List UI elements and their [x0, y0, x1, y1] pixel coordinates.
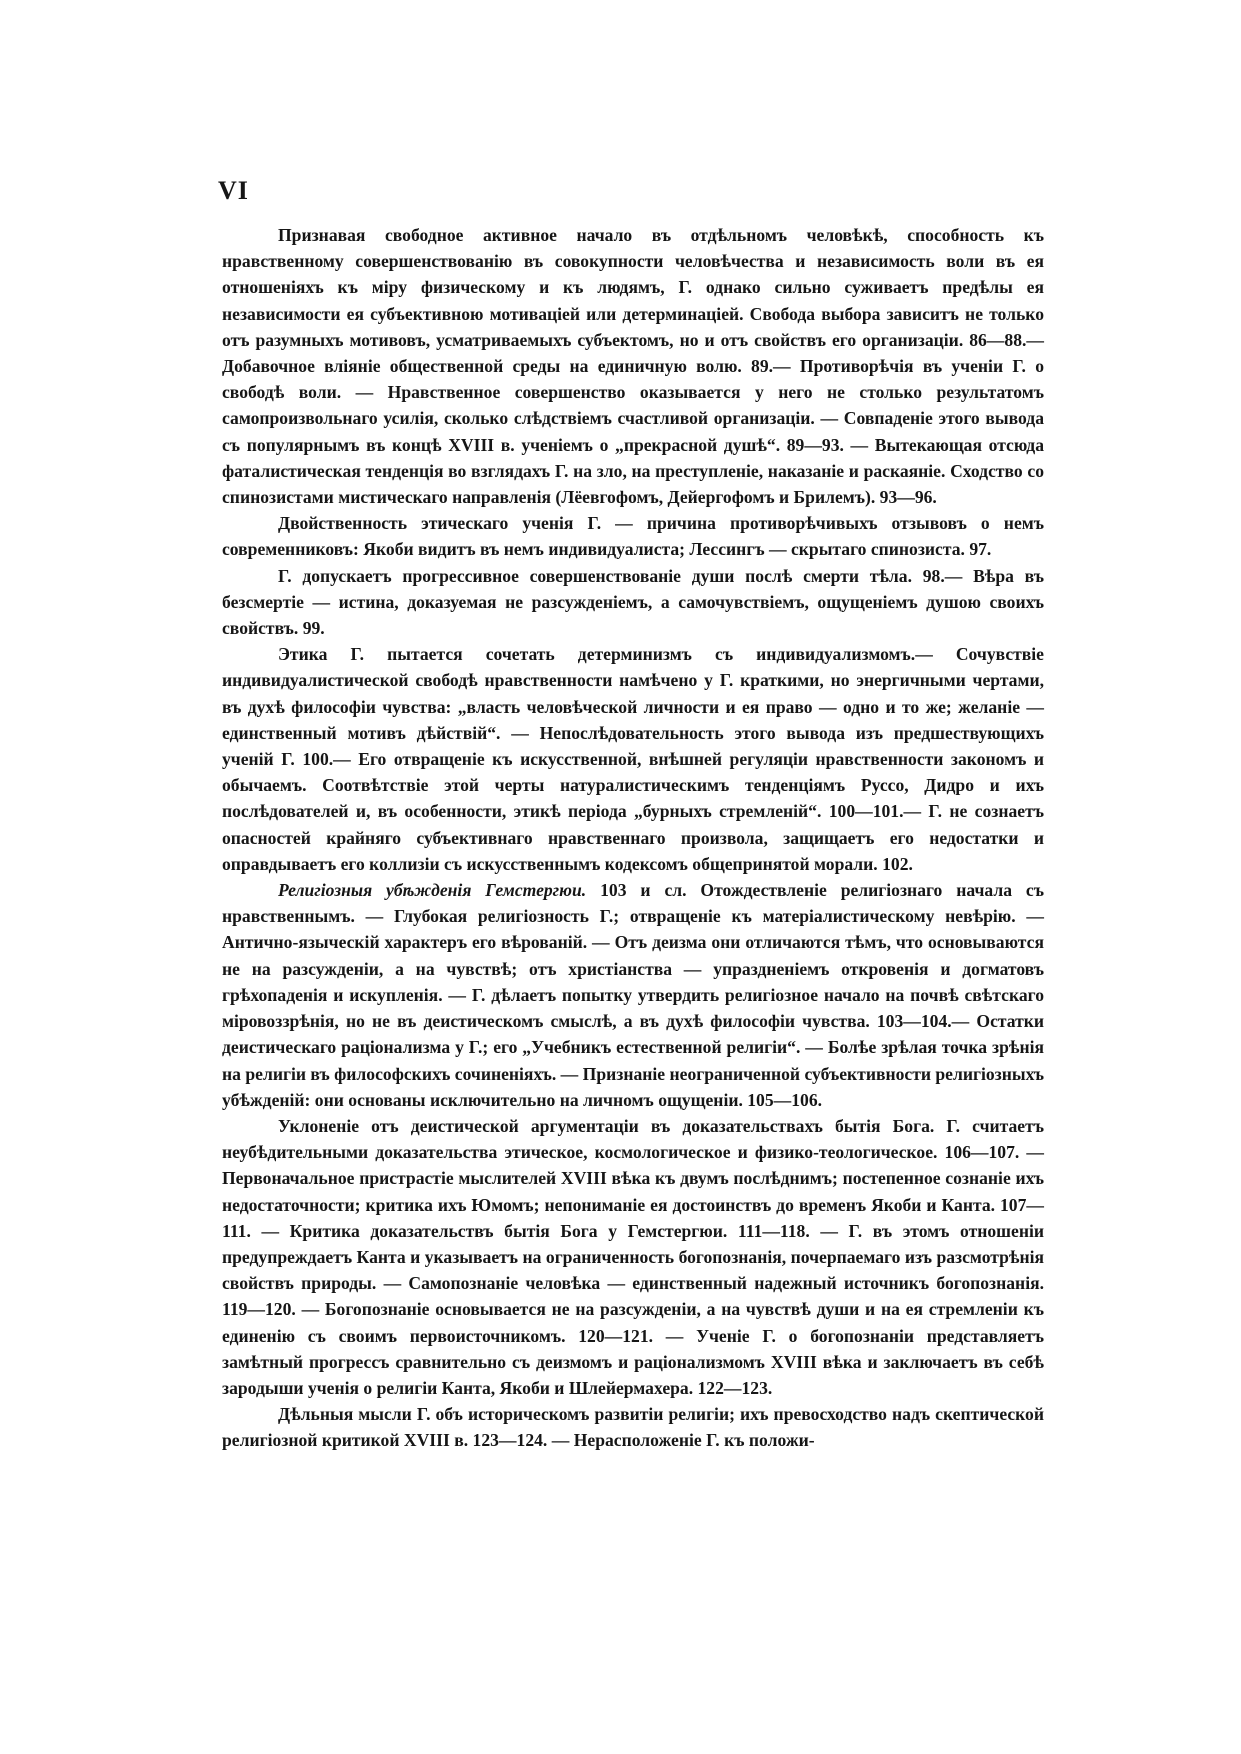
paragraph-proofs-of-god: Уклоненіе отъ деистической аргументаціи въ доказательствахъ бытія Бога. Г. считаетъ неубѣдительными доказательства этическое, космологическое и физико-теологическое. 106—107. — Первоначальное пристрастіе мыслителей XVIII вѣка къ двумъ послѣднимъ; постепенное сознаніе ихъ недостаточности; критика ихъ Юмомъ; непониманіе ея достоинствъ до временъ Якоби и Канта. 107—111. — Критика доказательствъ бытія Бога у Гемстергюи. 111—118. — Г. въ этомъ отношеніи предупреждаетъ Канта и указываетъ на ограниченность богопознанія, почерпаемаго изъ разсмотрѣнія свойствъ природы. — Самопознаніе человѣка — единственный надежный источникъ богопознанія. 119—120. — Богопознаніе основывается не на разсужденіи, а на чувствѣ души и на ея стремленіи къ единенію съ своимъ первоисточникомъ. 120—121. — Ученіе Г. о богопознаніи представляетъ замѣтный прогрессъ сравнительно съ деизмомъ и раціонализмомъ XVIII вѣка и заключаетъ въ себѣ зародыши ученія о религіи Канта, Якоби и Шлейермахера. 122—123. [222, 1115, 1044, 1398]
paragraph-religious-convictions [222, 877, 1044, 1113]
section-heading-italic: Религіозныя убѣжденія Гемстергюи. [278, 880, 587, 901]
page-number: VI [218, 176, 249, 205]
page-body [222, 222, 1044, 1454]
paragraph-ethics-individualism: Этика Г. пытается сочетать детерминизмъ съ индивидуализмомъ.— Сочувствіе индивидуалистической свободѣ нравственности намѣчено у Г. краткими, но энергичными чертами, въ духѣ философіи чувства: „власть человѣческой личности и ея право — одно и то же; желаніе — единственный мотивъ дѣйствій“. — Непослѣдовательность этого вывода изъ предшествующихъ ученій Г. 100.— Его отвращеніе къ искусственной, внѣшней регуляціи нравственности закономъ и обычаемъ. Соотвѣтствіе этой черты натуралистическимъ тенденціямъ Руссо, Дидро и ихъ послѣдователей и, въ особенности, этикѣ періода „бурныхъ стремленій“. 100—101.— Г. не сознаетъ опасностей крайняго субъективнаго нравственнаго произвола, защищаетъ его недостатки и оправдываетъ его коллизіи съ искусственнымъ кодексомъ общепринятой морали. 102. [222, 644, 1044, 874]
paragraph-immortality: Г. допускаетъ прогрессивное совершенствованіе души послѣ смерти тѣла. 98.— Вѣра въ безсмертіе — истина, доказуемая не разсужденіемъ, а самочувствіемъ, ощущеніемъ душою своихъ свойствъ. 99. [222, 565, 1044, 639]
paragraph-duality: Двойственность этическаго ученія Г. — причина противорѣчивыхъ отзывовъ о немъ современниковъ: Якоби видитъ въ немъ индивидуалиста; Лессингъ — скрытаго спинозиста. 97. [222, 513, 1044, 560]
paragraph-free-will: Признавая свободное активное начало въ отдѣльномъ человѣкѣ, способность къ нравственному совершенствованію въ совокупности человѣчества и независимость воли въ ея отношеніяхъ къ міру физическому и къ людямъ, Г. однако сильно суживаетъ предѣлы ея независимости ея субъективною мотиваціей или детерминаціей. Свобода выбора зависитъ не только отъ разумныхъ мотивовъ, усматриваемыхъ субъектомъ, но и отъ свойствъ его организаціи. 86—88.— Добавочное вліяніе общественной среды на единичную волю. 89.— Противорѣчія въ ученіи Г. о свободѣ воли. — Нравственное совершенство оказывается у него не столько результатомъ самопроизвольнаго усилія, сколько слѣдствіемъ счастливой организаціи. — Совпаденіе этого вывода съ популярнымъ въ концѣ XVIII в. ученіемъ о „прекрасной душѣ“. 89—93. — Вытекающая отсюда фаталистическая тенденція во взглядахъ Г. на зло, на преступленіе, наказаніе и раскаяніе. Сходство со спинозистами мистическаго направленія (Лёевгофомъ, Дейергофомъ и Брилемъ). 93—96. [222, 225, 1044, 508]
paragraph-religious-text: 103 и сл. Отождествленіе религіознаго начала съ нравственнымъ. — Глубокая религіозность Г.; отвращеніе къ матеріалистическому невѣрію. — Антично-языческій характеръ его вѣрованій. — Отъ деизма они отличаются тѣмъ, что основываются не на разсужденіи, а на чувствѣ; отъ христіанства — упраздненіемъ откровенія и догматовъ грѣхопаденія и искупленія. — Г. дѣлаетъ попытку утвердить религіозное начало на почвѣ свѣтскаго міровоззрѣнія, но не въ деистическомъ смыслѣ, а въ духѣ философіи чувства. 103—104.— Остатки деистическаго раціонализма у Г.; его „Учебникъ естественной религіи“. — Болѣе зрѣлая точка зрѣнія на религіи въ философскихъ сочиненіяхъ. — Признаніе неограниченной субъективности религіозныхъ убѣжденій: они основаны исключительно на личномъ ощущеніи. 105—106. [222, 880, 1044, 1110]
paragraph-history-of-religion: Дѣльныя мысли Г. объ историческомъ развитіи религіи; ихъ превосходство надъ скептической религіозной критикой XVIII в. 123—124. — Нерасположеніе Г. къ положи- [222, 1404, 1044, 1451]
